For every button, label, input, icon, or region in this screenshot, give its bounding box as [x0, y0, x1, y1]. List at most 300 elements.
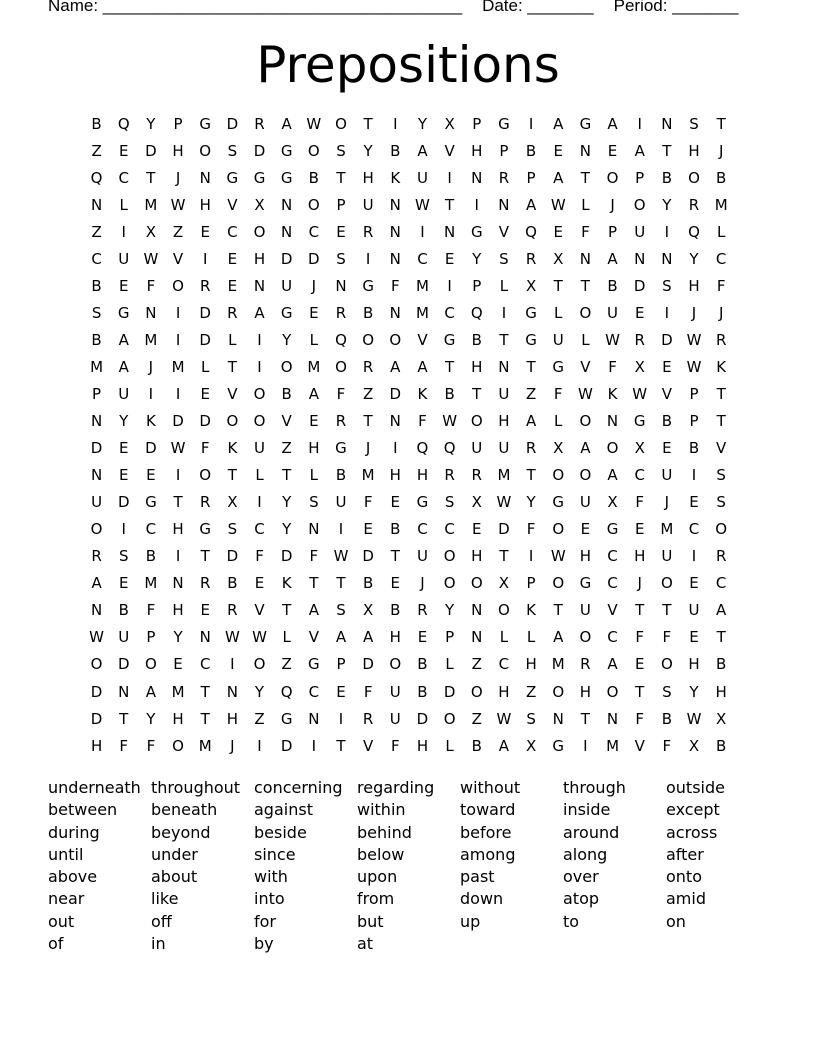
grid-letter: G — [552, 493, 565, 512]
grid-letter: L — [716, 222, 726, 241]
grid-letter: D — [199, 303, 211, 322]
grid-letter: H — [525, 655, 537, 674]
grid-letter: F — [635, 709, 645, 728]
grid-letter: Q — [688, 222, 700, 241]
grid-letter: N — [281, 195, 293, 214]
grid-letter: P — [635, 168, 645, 187]
grid-letter: N — [253, 276, 266, 295]
grid-letter: I — [664, 303, 670, 322]
grid-letter: O — [199, 466, 212, 485]
grid-letter: P — [689, 384, 699, 403]
grid-letter: H — [688, 655, 700, 674]
grid-letter: I — [637, 114, 642, 133]
grid-letter: E — [118, 466, 129, 485]
word-bank-item: beyond — [151, 822, 211, 842]
grid-letter: O — [470, 574, 483, 593]
grid-letter: M — [144, 574, 158, 593]
word-bank-item: out — [48, 911, 75, 931]
grid-letter: R — [471, 466, 482, 485]
grid-letter: V — [227, 384, 238, 403]
grid-letter: T — [662, 141, 672, 160]
grid-letter: Y — [689, 249, 699, 268]
grid-letter: Y — [146, 709, 156, 728]
grid-letter: X — [363, 601, 374, 620]
grid-letter: W — [686, 357, 702, 376]
grid-letter: B — [471, 330, 482, 349]
grid-letter: D — [633, 276, 646, 295]
grid-letter: L — [282, 628, 291, 647]
grid-letter: B — [661, 709, 672, 728]
grid-letter: L — [499, 276, 509, 295]
grid-letter: T — [309, 574, 319, 593]
grid-letter: N — [606, 412, 619, 431]
grid-letter: D — [280, 547, 293, 566]
grid-letter: V — [308, 628, 319, 647]
grid-letter: V — [634, 736, 645, 755]
grid-letter: I — [583, 736, 588, 755]
grid-letter: O — [606, 439, 619, 458]
grid-letter: O — [335, 357, 347, 376]
grid-letter: Z — [254, 709, 265, 728]
grid-letter: I — [501, 303, 507, 322]
grid-letter: O — [253, 384, 266, 403]
grid-letter: H — [90, 736, 103, 755]
grid-letter: V — [417, 330, 428, 349]
grid-letter: M — [171, 357, 185, 376]
grid-letter: I — [257, 493, 262, 512]
grid-letter: S — [336, 249, 346, 268]
grid-letter: D — [172, 412, 184, 431]
grid-letter: X — [525, 276, 537, 295]
word-bank-item: against — [254, 800, 313, 820]
grid-letter: I — [257, 357, 262, 376]
grid-letter: G — [416, 493, 429, 512]
grid-letter: O — [253, 222, 266, 241]
grid-letter: C — [417, 520, 428, 539]
grid-letter: P — [526, 574, 536, 593]
grid-letter: D — [362, 547, 374, 566]
grid-letter: E — [662, 439, 672, 458]
grid-letter: D — [253, 141, 266, 160]
word-bank-item: by — [254, 934, 274, 954]
grid-letter: I — [175, 330, 181, 349]
grid-letter: W — [252, 628, 267, 647]
grid-letter: Y — [689, 682, 699, 701]
grid-letter: N — [199, 168, 211, 187]
grid-letter: T — [580, 168, 590, 187]
grid-letter: K — [227, 439, 238, 458]
grid-letter: B — [390, 141, 401, 160]
grid-letter: H — [389, 628, 401, 647]
word-bank-item: up — [460, 911, 481, 931]
grid-letter: C — [417, 249, 428, 268]
grid-letter: D — [226, 547, 239, 566]
word-bank-item: in — [151, 934, 166, 954]
grid-letter: T — [282, 601, 292, 620]
word-bank-item: regarding — [357, 778, 435, 797]
grid-letter: T — [146, 168, 156, 187]
grid-letter: C — [118, 168, 129, 187]
grid-letter: E — [689, 628, 699, 647]
grid-letter: B — [145, 547, 157, 566]
grid-letter: Y — [417, 114, 428, 133]
grid-letter: H — [498, 412, 510, 431]
grid-letter: G — [443, 330, 456, 349]
grid-letter: S — [499, 249, 509, 268]
grid-letter: V — [444, 141, 455, 160]
grid-letter: G — [145, 493, 157, 512]
grid-letter: C — [308, 222, 320, 241]
grid-letter: J — [148, 357, 154, 376]
grid-letter: F — [390, 276, 400, 295]
grid-letter: R — [199, 574, 211, 593]
grid-letter: F — [255, 547, 264, 566]
grid-letter: M — [497, 466, 511, 485]
grid-letter: N — [471, 628, 483, 647]
grid-letter: A — [634, 141, 645, 160]
grid-letter: O — [307, 141, 320, 160]
grid-letter: L — [581, 330, 590, 349]
grid-letter: D — [362, 655, 374, 674]
grid-letter: E — [200, 601, 210, 620]
grid-letter: Z — [91, 141, 102, 160]
grid-letter: A — [525, 195, 537, 214]
grid-letter: J — [664, 493, 670, 512]
grid-letter: U — [416, 547, 428, 566]
grid-letter: P — [336, 655, 346, 674]
grid-letter: D — [117, 493, 130, 512]
grid-letter: O — [335, 114, 347, 133]
grid-letter: V — [580, 357, 591, 376]
grid-letter: C — [498, 655, 510, 674]
grid-letter: G — [199, 114, 212, 133]
grid-letter: C — [308, 682, 320, 701]
grid-letter: P — [526, 168, 536, 187]
grid-letter: O — [443, 547, 456, 566]
grid-letter: M — [415, 276, 429, 295]
grid-letter: T — [119, 709, 129, 728]
grid-letter: P — [336, 195, 346, 214]
grid-letter: V — [227, 195, 238, 214]
grid-letter: O — [470, 412, 483, 431]
grid-letter: X — [498, 574, 510, 593]
grid-letter: P — [689, 412, 699, 431]
grid-letter: B — [308, 168, 319, 187]
grid-letter: O — [688, 168, 700, 187]
grid-letter: D — [90, 682, 103, 701]
grid-letter: A — [580, 439, 591, 458]
grid-letter: K — [281, 574, 292, 593]
word-bank-item: after — [666, 844, 704, 864]
grid-letter: X — [254, 195, 265, 214]
grid-letter: Y — [146, 114, 156, 133]
grid-letter: U — [416, 168, 428, 187]
grid-letter: I — [393, 439, 398, 458]
word-bank-item: except — [666, 800, 720, 820]
grid-letter: H — [199, 195, 211, 214]
grid-letter: T — [580, 709, 590, 728]
grid-letter: F — [200, 439, 210, 458]
grid-letter: O — [579, 466, 592, 485]
grid-letter: U — [498, 439, 510, 458]
word-bank-item: of — [48, 934, 64, 954]
grid-letter: U — [389, 709, 401, 728]
grid-letter: I — [447, 276, 452, 295]
grid-letter: N — [172, 574, 184, 593]
grid-letter: O — [552, 574, 565, 593]
word-bank-item: beside — [254, 822, 307, 842]
grid-letter: O — [389, 330, 402, 349]
grid-letter: G — [308, 655, 320, 674]
period-field-label: Period: _______ — [613, 0, 739, 15]
grid-letter: D — [199, 330, 211, 349]
grid-letter: H — [172, 520, 184, 539]
grid-letter: T — [716, 628, 726, 647]
grid-letter: G — [552, 357, 565, 376]
grid-letter: F — [119, 736, 129, 755]
grid-letter: D — [443, 682, 456, 701]
grid-letter: O — [606, 168, 619, 187]
grid-letter: T — [553, 276, 563, 295]
grid-letter: G — [552, 736, 565, 755]
grid-letter: R — [715, 330, 727, 349]
word-bank-item: during — [48, 822, 100, 842]
grid-letter: L — [445, 736, 454, 755]
grid-letter: R — [444, 466, 455, 485]
grid-letter: B — [417, 655, 428, 674]
grid-letter: M — [606, 736, 620, 755]
grid-letter: F — [390, 736, 400, 755]
grid-letter: E — [607, 141, 618, 160]
grid-letter: N — [118, 682, 130, 701]
grid-letter: Q — [443, 439, 456, 458]
grid-letter: I — [175, 303, 181, 322]
grid-letter: Z — [525, 384, 537, 403]
grid-letter: E — [553, 222, 563, 241]
grid-letter: E — [173, 655, 183, 674]
grid-letter: O — [715, 520, 728, 539]
grid-letter: N — [335, 276, 347, 295]
grid-letter: C — [715, 574, 727, 593]
grid-letter: J — [637, 574, 642, 593]
grid-letter: E — [200, 222, 210, 241]
grid-letter: H — [416, 466, 429, 485]
grid-letter: F — [336, 384, 346, 403]
grid-letter: E — [417, 628, 428, 647]
grid-letter: T — [472, 384, 482, 403]
word-bank-item: about — [151, 867, 198, 887]
grid-letter: I — [420, 222, 425, 241]
grid-letter: E — [689, 574, 699, 593]
grid-letter: M — [90, 357, 104, 376]
grid-letter: O — [172, 276, 184, 295]
grid-letter: I — [121, 520, 126, 539]
grid-letter: X — [145, 222, 157, 241]
grid-letter: Q — [117, 114, 130, 133]
grid-letter: R — [91, 547, 102, 566]
grid-letter: N — [579, 141, 591, 160]
grid-letter: T — [580, 276, 590, 295]
word-bank-item: since — [254, 844, 296, 864]
grid-letter: D — [145, 439, 157, 458]
grid-letter: A — [308, 384, 319, 403]
grid-letter: R — [254, 114, 265, 133]
grid-letter: U — [335, 493, 347, 512]
grid-letter: O — [280, 357, 293, 376]
grid-letter: C — [607, 628, 618, 647]
grid-letter: S — [309, 493, 319, 512]
grid-letter: L — [201, 357, 210, 376]
grid-letter: N — [661, 249, 673, 268]
grid-letter: O — [443, 709, 456, 728]
grid-letter: Y — [662, 195, 672, 214]
grid-letter: S — [118, 547, 129, 566]
grid-letter: X — [716, 709, 727, 728]
grid-letter: R — [525, 249, 537, 268]
grid-letter: L — [581, 195, 590, 214]
grid-letter: P — [608, 222, 618, 241]
grid-letter: T — [716, 114, 726, 133]
grid-letter: R — [199, 276, 211, 295]
grid-letter: R — [362, 709, 374, 728]
grid-letter: V — [172, 249, 184, 268]
grid-letter: H — [498, 682, 510, 701]
grid-letter: L — [255, 466, 264, 485]
grid-letter: D — [145, 141, 157, 160]
grid-letter: B — [227, 574, 238, 593]
grid-letter: I — [338, 709, 344, 728]
grid-letter: A — [716, 601, 727, 620]
grid-letter: E — [662, 357, 672, 376]
grid-letter: X — [471, 493, 482, 512]
grid-letter: Z — [363, 384, 374, 403]
word-bank-item: outside — [666, 778, 725, 797]
grid-letter: F — [418, 412, 427, 431]
grid-letter: U — [607, 303, 619, 322]
grid-letter: S — [336, 141, 346, 160]
grid-letter: V — [254, 601, 265, 620]
grid-letter: F — [363, 493, 373, 512]
word-search-grid — [83, 110, 735, 759]
word-bank — [48, 778, 769, 956]
grid-letter: S — [716, 493, 726, 512]
word-bank-item: among — [460, 844, 516, 864]
grid-letter: M — [551, 655, 565, 674]
grid-letter: L — [309, 330, 318, 349]
grid-letter: J — [175, 168, 181, 187]
grid-letter: S — [227, 141, 238, 160]
grid-letter: V — [607, 601, 618, 620]
grid-letter: Y — [445, 601, 455, 620]
grid-letter: B — [716, 655, 727, 674]
grid-letter: E — [227, 249, 238, 268]
grid-letter: H — [688, 141, 700, 160]
grid-letter: N — [90, 601, 103, 620]
grid-letter: H — [389, 466, 401, 485]
grid-letter: E — [146, 466, 156, 485]
grid-letter: T — [635, 601, 645, 620]
grid-letter: Z — [281, 655, 292, 674]
grid-letter: U — [91, 493, 103, 512]
grid-letter: I — [175, 547, 181, 566]
grid-letter: E — [634, 303, 645, 322]
grid-letter: C — [444, 303, 455, 322]
grid-letter: N — [389, 195, 401, 214]
grid-letter: Y — [173, 628, 183, 647]
grid-letter: R — [715, 547, 727, 566]
grid-letter: G — [280, 709, 293, 728]
grid-letter: D — [117, 655, 130, 674]
grid-letter: U — [634, 222, 646, 241]
grid-letter: A — [390, 357, 401, 376]
grid-letter: B — [661, 168, 672, 187]
grid-letter: T — [200, 682, 210, 701]
grid-letter: F — [662, 628, 672, 647]
grid-letter: M — [144, 330, 158, 349]
grid-letter: O — [389, 655, 402, 674]
word-bank-item: atop — [563, 889, 600, 909]
grid-letter: U — [362, 195, 374, 214]
grid-letter: V — [661, 384, 672, 403]
grid-letter: E — [309, 412, 319, 431]
grid-letter: Q — [90, 168, 103, 187]
grid-letter: S — [444, 493, 455, 512]
grid-letter: I — [257, 736, 262, 755]
grid-letter: L — [445, 655, 454, 674]
grid-letter: G — [253, 168, 266, 187]
grid-letter: T — [227, 357, 237, 376]
grid-letter: A — [363, 628, 374, 647]
grid-letter: U — [254, 439, 265, 458]
word-bank-item: past — [460, 867, 495, 887]
grid-letter: I — [148, 384, 154, 403]
grid-letter: O — [172, 736, 184, 755]
grid-letter: P — [472, 276, 482, 295]
grid-letter: T — [499, 330, 509, 349]
grid-letter: N — [281, 222, 293, 241]
grid-letter: A — [118, 330, 129, 349]
word-bank-item: between — [48, 800, 118, 820]
grid-letter: R — [335, 303, 347, 322]
grid-letter: S — [662, 276, 672, 295]
grid-letter: N — [308, 709, 320, 728]
grid-letter: K — [526, 601, 536, 620]
grid-letter: B — [525, 141, 537, 160]
grid-letter: I — [175, 466, 181, 485]
grid-letter: O — [660, 574, 673, 593]
grid-letter: F — [146, 736, 156, 755]
grid-letter: W — [170, 195, 186, 214]
grid-letter: G — [226, 168, 239, 187]
grid-letter: T — [526, 466, 536, 485]
grid-letter: W — [306, 114, 322, 133]
word-bank-item: underneath — [48, 778, 141, 797]
grid-letter: G — [525, 303, 537, 322]
grid-letter: G — [470, 222, 483, 241]
grid-letter: W — [415, 195, 430, 214]
grid-letter: R — [417, 601, 428, 620]
grid-letter: A — [553, 168, 564, 187]
grid-letter: C — [254, 520, 265, 539]
grid-letter: S — [227, 520, 238, 539]
grid-letter: U — [118, 249, 130, 268]
grid-letter: F — [309, 547, 319, 566]
grid-letter: N — [443, 222, 456, 241]
grid-letter: B — [91, 330, 102, 349]
word-bank-item: off — [151, 911, 172, 931]
grid-letter: O — [579, 412, 592, 431]
grid-letter: W — [550, 195, 566, 214]
